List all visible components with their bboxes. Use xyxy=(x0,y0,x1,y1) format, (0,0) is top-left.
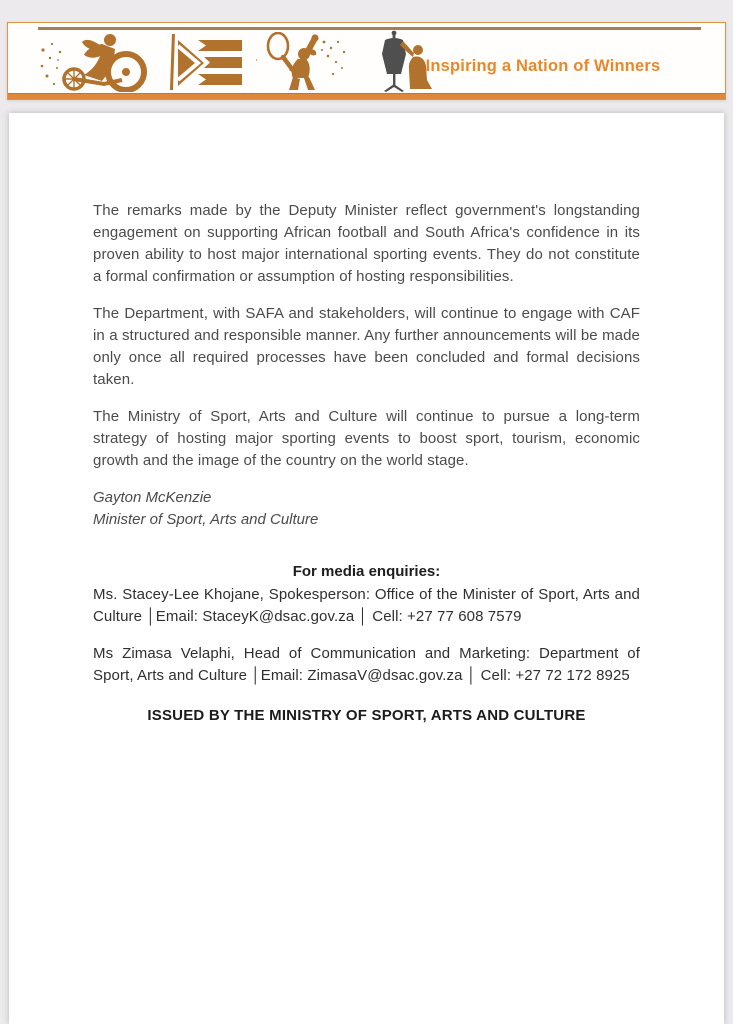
media-contact-1: Ms. Stacey-Lee Khojane, Spokesperson: Office of the Minister of Sport, Arts and Culture │Email: StaceyK@dsac.gov.za │ Cell: +27 77 608 7579 xyxy=(93,586,640,625)
media-contact-2: Ms Zimasa Velaphi, Head of Communication and Marketing: Department of Sport, Arts and Culture │Email: ZimasaV@dsac.gov.za │ Cell: +27 72 172 8925 xyxy=(93,645,640,684)
document-content xyxy=(9,113,724,727)
signature-block xyxy=(93,487,640,531)
signature-name: Gayton McKenzie xyxy=(93,489,212,506)
signature-title: Minister of Sport, Arts and Culture xyxy=(93,511,319,528)
issued-by-line: ISSUED BY THE MINISTRY OF SPORT, ARTS AND CULTURE xyxy=(147,707,586,724)
banner-icon-row xyxy=(38,30,442,92)
body-paragraph-1: The remarks made by the Deputy Minister reflect government's longstanding engagement on supporting African football and South Africa's confidence in its proven ability to host major international sporting events. They do not constitute a formal confirmation or assumption of hosting responsibilities. xyxy=(93,202,640,285)
tagline: Inspiring a Nation of Winners xyxy=(425,57,661,75)
letterhead-banner xyxy=(7,22,726,100)
wheelchair-racer-icon xyxy=(38,32,156,92)
body-paragraph-2: The Department, with SAFA and stakeholders, will continue to engage with CAF in a structured and responsible manner. Any further announcements will be made only once all required processes have been concluded and formal decisions taken. xyxy=(93,305,640,388)
body-paragraph-3: The Ministry of Sport, Arts and Culture will continue to pursue a long-term strategy of hosting major sporting events to boost sport, tourism, economic growth and the image of the country on the world stage. xyxy=(93,408,640,469)
media-enquiries-heading: For media enquiries: xyxy=(292,563,441,580)
tennis-player-icon xyxy=(256,32,356,92)
south-africa-flag-icon xyxy=(164,32,248,92)
banner-bottom-bar xyxy=(8,93,725,99)
page-sheet xyxy=(9,113,724,1024)
